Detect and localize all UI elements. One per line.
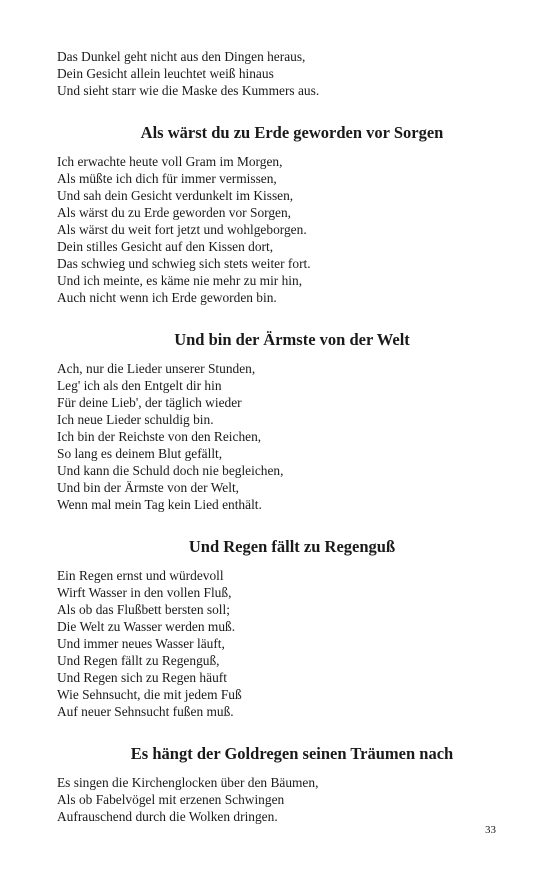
opening-stanza: [57, 48, 497, 99]
verse-line: Wirft Wasser in den vollen Fluß,: [57, 585, 232, 600]
verse-line: So lang es deinem Blut gefällt,: [57, 446, 223, 461]
poem-title: Es hängt der Goldregen seinen Träumen nach: [130, 744, 454, 763]
verse-line: Als ob Fabelvögel mit erzenen Schwingen: [57, 792, 285, 807]
poem-title: Und bin der Ärmste von der Welt: [174, 330, 410, 349]
verse-line: Und kann die Schuld doch nie begleichen,: [57, 463, 284, 478]
verse-line: Wie Sehnsucht, die mit jedem Fuß: [57, 687, 242, 702]
verse-line: Ach, nur die Lieder unserer Stunden,: [57, 361, 256, 376]
verse-line: Wenn mal mein Tag kein Lied enthält.: [57, 497, 262, 512]
verse-line: Und Regen fällt zu Regenguß,: [57, 653, 220, 668]
poem-stanza: [57, 153, 497, 306]
verse-line: Das schwieg und schwieg sich stets weiter fort.: [57, 256, 311, 271]
verse-line: Dein stilles Gesicht auf den Kissen dort,: [57, 239, 274, 254]
verse-line: Und Regen sich zu Regen häuft: [57, 670, 227, 685]
verse-line: Und sah dein Gesicht verdunkelt im Kissen,: [57, 188, 294, 203]
verse-line: Und bin der Ärmste von der Welt,: [57, 480, 240, 495]
poem-stanza: [57, 360, 497, 513]
verse-line: Das Dunkel geht nicht aus den Dingen heraus,: [57, 49, 306, 64]
verse-line: Leg' ich als den Entgelt dir hin: [57, 378, 222, 393]
verse-line: Als wärst du weit fort jetzt und wohlgeborgen.: [57, 222, 307, 237]
page-number: 33: [485, 824, 496, 836]
verse-line: Und sieht starr wie die Maske des Kummers aus.: [57, 83, 320, 98]
verse-line: Es singen die Kirchenglocken über den Bäumen,: [57, 775, 319, 790]
poem-title: Als wärst du zu Erde geworden vor Sorgen: [140, 123, 444, 142]
verse-line: Aufrauschend durch die Wolken dringen.: [57, 809, 278, 824]
verse-line: Ich bin der Reichste von den Reichen,: [57, 429, 262, 444]
verse-line: Für deine Lieb', der täglich wieder: [57, 395, 242, 410]
verse-line: Ein Regen ernst und würdevoll: [57, 568, 224, 583]
verse-line: Dein Gesicht allein leuchtet weiß hinaus: [57, 66, 274, 81]
verse-line: Und immer neues Wasser läuft,: [57, 636, 225, 651]
verse-line: Ich erwachte heute voll Gram im Morgen,: [57, 154, 283, 169]
verse-line: Auch nicht wenn ich Erde geworden bin.: [57, 290, 277, 305]
verse-line: Die Welt zu Wasser werden muß.: [57, 619, 236, 634]
poem-stanza: [57, 567, 497, 720]
verse-line: Und ich meinte, es käme nie mehr zu mir hin,: [57, 273, 303, 288]
page-body: [57, 48, 497, 825]
verse-line: Als wärst du zu Erde geworden vor Sorgen,: [57, 205, 292, 220]
verse-line: Auf neuer Sehnsucht fußen muß.: [57, 704, 234, 719]
poem-title: Und Regen fällt zu Regenguß: [188, 537, 396, 556]
verse-line: Als müßte ich dich für immer vermissen,: [57, 171, 277, 186]
verse-line: Als ob das Flußbett bersten soll;: [57, 602, 230, 617]
verse-line: Ich neue Lieder schuldig bin.: [57, 412, 214, 427]
poem-stanza: [57, 774, 497, 825]
